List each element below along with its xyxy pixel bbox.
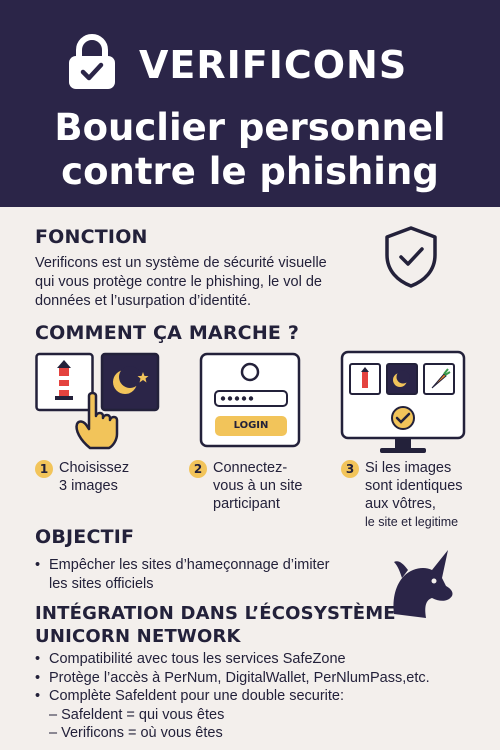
sub-item-safeident: – Safeldent = qui vous êtes	[49, 706, 225, 723]
lock-check-icon	[66, 34, 118, 90]
step-1-line-2: 3 images	[59, 478, 118, 494]
step-2-line-2: vous à un site	[213, 478, 303, 494]
list-item: • Compatibilité avec tous les services SafeZone	[35, 651, 346, 667]
step-1-line-1: Choisissez	[59, 460, 130, 476]
login-illustration	[199, 352, 303, 448]
step-number-2: 2	[189, 460, 207, 478]
tagline-line-2: contre le phishing	[61, 150, 439, 193]
list-item: • Protège l’accès à PerNum, DigitalWallet, PerNlumPass,etc.	[35, 669, 430, 686]
choose-images-illustration	[35, 352, 165, 452]
fonction-line-2: qui vous protège contre le phishing, le vol de	[35, 274, 322, 290]
integration-heading	[35, 602, 396, 648]
tagline	[0, 106, 500, 194]
objectif-line-2: les sites officiels	[49, 575, 154, 592]
integration-heading-line-1: INTÉGRATION DANS L’ÉCOSYSTÈME	[35, 603, 396, 624]
list-item: • Complète Safeldent pour une double securite:	[35, 688, 345, 704]
fonction-line-3: données et l’usurpation d’identité.	[35, 293, 252, 309]
step-3-line-3: aux vôtres,	[365, 496, 436, 512]
login-button: LOGIN	[233, 420, 269, 431]
objectif-line-1: Empêcher les sites d’hameçonnage d’imiter	[49, 557, 330, 573]
objectif-list	[35, 556, 329, 593]
objectif-heading: OBJECTIF	[35, 526, 135, 548]
brand-title: VERIFICONS	[139, 43, 408, 87]
step-3-line-2: sont identiques	[365, 478, 463, 494]
how-heading: COMMENT ÇA MARCHE ?	[35, 322, 300, 344]
integration-list	[35, 650, 430, 743]
step-2-line-1: Connectez-	[213, 460, 288, 476]
list-item: • Empêcher les sites d’hameçonnage d’imiter les sites officiels	[35, 557, 330, 592]
tagline-line-1: Bouclier personnel	[54, 106, 446, 149]
step-number-3: 3	[341, 460, 359, 478]
sub-item-verificons: – Verificons = où vous êtes	[49, 725, 223, 741]
step-3-line-1: Si les images	[365, 460, 452, 476]
unicorn-icon	[388, 548, 458, 620]
step-number-1: 1	[35, 460, 53, 478]
shield-check-icon	[383, 225, 439, 289]
integration-heading-line-2: UNICORN NETWORK	[35, 626, 241, 647]
monitor-illustration	[340, 350, 468, 456]
fonction-heading: FONCTION	[35, 226, 148, 248]
step-2-line-3: participant	[213, 496, 280, 512]
header-banner	[0, 0, 500, 207]
step-3-line-4: le site et legitime	[365, 515, 459, 529]
fonction-text	[35, 254, 327, 311]
fonction-line-1: Verificons est un système de sécurité visuelle	[35, 255, 327, 271]
